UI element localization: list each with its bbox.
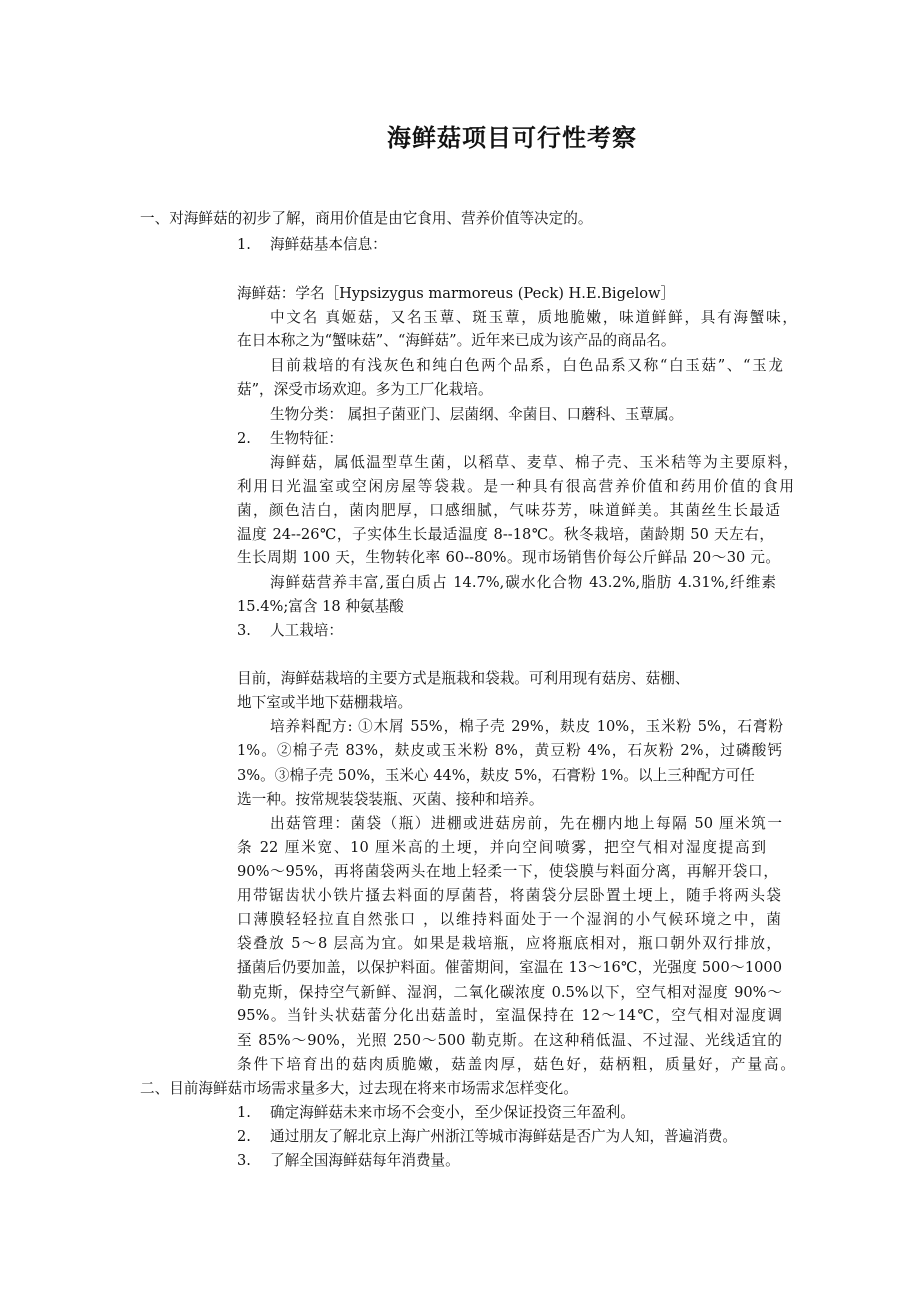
paragraph-line: 在日本称之为“蟹味菇”、“海鲜菇”。近年来已成为该产品的商品名。: [237, 332, 676, 349]
paragraph-line: 菌，颜色洁白，菌肉肥厚，口感细腻，气味芬芳，味道鲜美。其菌丝生长最适: [237, 502, 780, 519]
paragraph-line: 勒克斯，保持空气新鲜、湿润，二氧化碳浓度 0.5%以下，空气相对湿度 90%～: [237, 984, 782, 1001]
item-text: 海鲜菇基本信息：: [270, 236, 387, 253]
paragraph-line: 至 85%～90%，光照 250～500 勒克斯。在这种稍低温、不过湿、光线适宜的: [237, 1032, 782, 1049]
item-number: 3.: [237, 1152, 251, 1169]
paragraph-line: 出菇管理：菌袋（瓶）进棚或进菇房前，先在棚内地上每隔 50 厘米筑一: [270, 815, 782, 832]
paragraph-line: 1%。②棉子壳 83%，麸皮或玉米粉 8%，黄豆粉 4%，石灰粉 2%，过磷酸钙: [237, 742, 782, 759]
paragraph-line: 中文名 真姬菇，又名玉蕈、斑玉蕈，质地脆嫩，味道鲜鲜，具有海蟹味，: [270, 309, 797, 326]
item-text: 通过朋友了解北京上海广州浙江等城市海鲜菇是否广为人知，普遍消费。: [270, 1128, 738, 1145]
paragraph-line: 用带锯齿状小铁片搔去料面的厚菌苔，将菌袋分层卧置土埂上，随手将两头袋: [237, 887, 781, 904]
section-heading: 二、目前海鲜菇市场需求量多大，过去现在将来市场需求怎样变化。: [140, 1080, 578, 1097]
item-number: 1.: [237, 1104, 251, 1121]
item-number: 2.: [237, 1128, 251, 1145]
paragraph-line: 90%～95%，再将菌袋两头在地上轻柔一下，使袋膜与料面分离，再解开袋口，: [237, 863, 778, 880]
paragraph-line: 利用日光温室或空闲房屋等袋栽。是一种具有很高营养价值和药用价值的食用: [237, 478, 794, 495]
numbered-item: [237, 1103, 635, 1123]
paragraph-line: 生物分类： 属担子菌亚门、层菌纲、伞菌目、口蘑科、玉蕈属。: [270, 406, 684, 423]
numbered-item: [237, 621, 343, 641]
numbered-item: [237, 429, 343, 449]
item-text: 确定海鲜菇未来市场不会变小，至少保证投资三年盈利。: [270, 1104, 635, 1121]
numbered-item: [237, 1127, 737, 1147]
item-number: 1.: [237, 236, 251, 253]
paragraph-line: 海鲜菇：学名［Hypsizygus marmoreus (Peck) H.E.Bigelow］: [237, 285, 676, 302]
paragraph-line: 菇”，深受市场欢迎。多为工厂化栽培。: [237, 381, 493, 398]
paragraph-line: 95%。当针头状菇蕾分化出菇盖时，室温保持在 12～14℃，空气相对湿度调: [237, 1007, 782, 1024]
paragraph-line: 袋叠放 5～8 层高为宜。如果是栽培瓶，应将瓶底相对，瓶口朝外双行排放，: [237, 935, 781, 952]
numbered-item: [237, 1151, 460, 1171]
paragraph-line: 15.4%;富含 18 种氨基酸: [237, 598, 404, 615]
paragraph-line: 口薄膜轻轻拉直自然张口 ，以维持料面处于一个湿润的小气候环境之中，菌: [237, 911, 781, 928]
page-title: 海鲜菇项目可行性考察: [387, 123, 637, 152]
paragraph-line: 生长周期 100 天，生物转化率 60--80%。现市场销售价每公斤鲜品 20～30 元。: [237, 549, 780, 566]
paragraph-line: 搔菌后仍要加盖，以保护料面。催蕾期间，室温在 13～16℃，光强度 500～1000: [237, 959, 782, 976]
paragraph-line: 选一种。按常规装袋装瓶、灭菌、接种和培养。: [237, 791, 544, 808]
item-number: 2.: [237, 430, 251, 447]
paragraph-line: 海鲜菇，属低温型草生菌，以稻草、麦草、棉子壳、玉米秸等为主要原料，: [270, 454, 798, 471]
section-heading: 一、对海鲜菇的初步了解，商用价值是由它食用、营养价值等决定的。: [140, 210, 593, 227]
paragraph-line: 温度 24--26℃，子实体生长最适温度 8--18℃。秋冬栽培，菌龄期 50 天左右，: [237, 526, 774, 543]
paragraph-line: 培养料配方: ①木屑 55%，棉子壳 29%，麸皮 10%，玉米粉 5%，石膏粉: [270, 718, 783, 735]
paragraph-line: 3%。③棉子壳 50%，玉米心 44%，麸皮 5%，石膏粉 1%。以上三种配方可任: [237, 767, 755, 784]
paragraph-line: 条 22 厘米宽、10 厘米高的土埂，并向空间喷雾，把空气相对湿度提高到: [237, 839, 766, 856]
paragraph-line: 海鲜菇营养丰富,蛋白质占 14.7%,碳水化合物 43.2%,脂肪 4.31%,纤维素: [270, 574, 776, 591]
paragraph-line: 目前，海鲜菇栽培的主要方式是瓶栽和袋栽。可利用现有菇房、菇棚、: [237, 670, 690, 687]
item-number: 3.: [237, 622, 251, 639]
paragraph-line: 条件下培育出的菇肉质脆嫩，菇盖肉厚，菇色好，菇柄粗，质量好，产量高。: [237, 1056, 795, 1073]
item-text: 人工栽培：: [270, 622, 343, 639]
numbered-item: [237, 235, 387, 255]
paragraph-line: 目前栽培的有浅灰色和纯白色两个品系，白色品系又称“白玉菇”、“玉龙: [270, 357, 783, 374]
item-text: 了解全国海鲜菇每年消费量。: [270, 1152, 460, 1169]
paragraph-line: 地下室或半地下菇棚栽培。: [237, 694, 413, 711]
item-text: 生物特征：: [270, 430, 343, 447]
